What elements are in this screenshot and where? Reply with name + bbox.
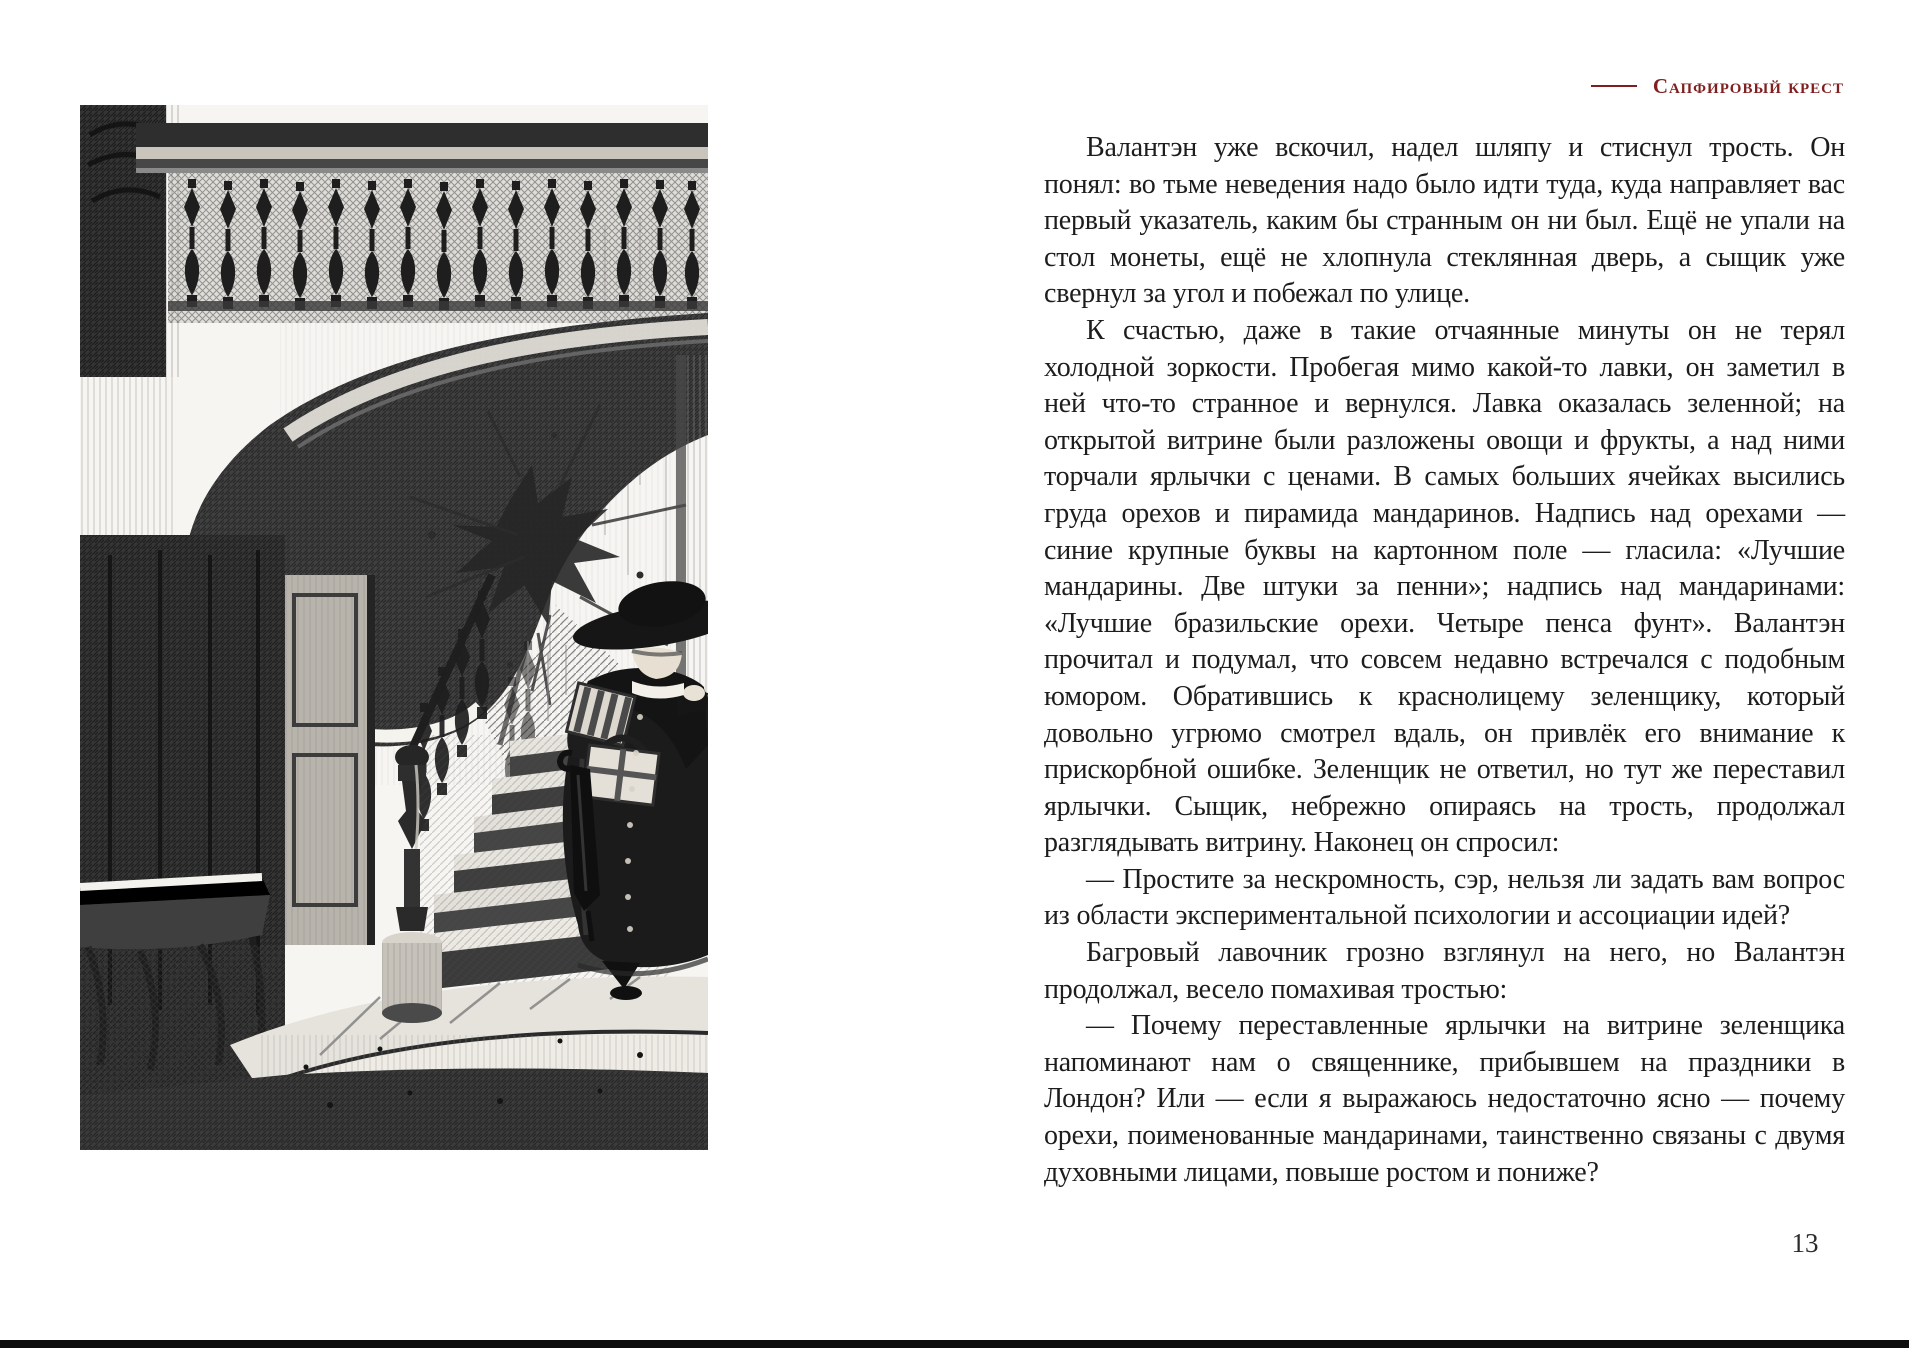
paragraph-5-dialogue: — Почему переставленные ярлычки на витрине зеленщика напоминают нам о священнике, прибывшем на праздники в Лондон? Или — если я выражаюсь недостаточно ясно — почему орехи, поименованные мандаринами, таинственно связаны с двумя духовными лицами, повыше ростом и пониже? [1044,1010,1845,1188]
bottom-black-bar [0,1340,1909,1348]
body-text [1044,130,1845,1191]
running-head [1044,72,1844,100]
running-head-title: Сапфировый крест [1652,73,1844,98]
paragraph-2: К счастью, даже в такие отчаянные минуты он не терял холодной зоркости. Пробегая мимо какой-то лавки, он заметил в ней что-то странное и вернулся. Лавка оказалась зеленной; на открытой витрине были разложены овощи и фрукты, а над ними торчали ярлычки с ценами. В самых больших ячейках высились груда орехов и пирамида мандаринов. Надпись над орехами — синие крупные буквы на картонном поле — гласила: «Лучшие мандарины. Две штуки за пенни»; надпись над мандаринами: «Лучшие бразильские орехи. Четыре пенса фунт». Валантэн прочитал и подумал, что совсем недавно встречался с подобным юмором. Обратившись к краснолицему зеленщику, который довольно угрюмо смотрел вдаль, он привлёк его внимание к прискорбной ошибке. Зеленщик не ответил, но тут же переставил ярлычки. Сыщик, небрежно опираясь на трость, продолжал разглядывать витрину. Наконец он спросил: [1044,314,1845,859]
page-number: 13 [1791,1228,1819,1258]
paragraph-3-dialogue: — Простите за нескромность, сэр, нельзя ли задать вам вопрос из области экспериментальной психологии и ассоциации идей? [1044,863,1845,932]
paragraph-1: Валантэн уже вскочил, надел шляпу и стиснул трость. Он понял: во тьме неведения надо было идти туда, куда направляет вас первый указатель, каким бы странным он ни был. Ещё не упали на стол монеты, ещё не хлопнула стеклянная дверь, а сыщик уже свернул за угол и побежал по улице. [1044,132,1845,310]
staircase-illustration [80,105,708,1150]
paragraph-4: Багровый лавочник грозно взглянул на него, но Валантэн продолжал, весело помахивая тростью: [1044,937,1845,1005]
running-head-dash-rule [1591,85,1637,87]
priest-figure [560,575,708,1000]
